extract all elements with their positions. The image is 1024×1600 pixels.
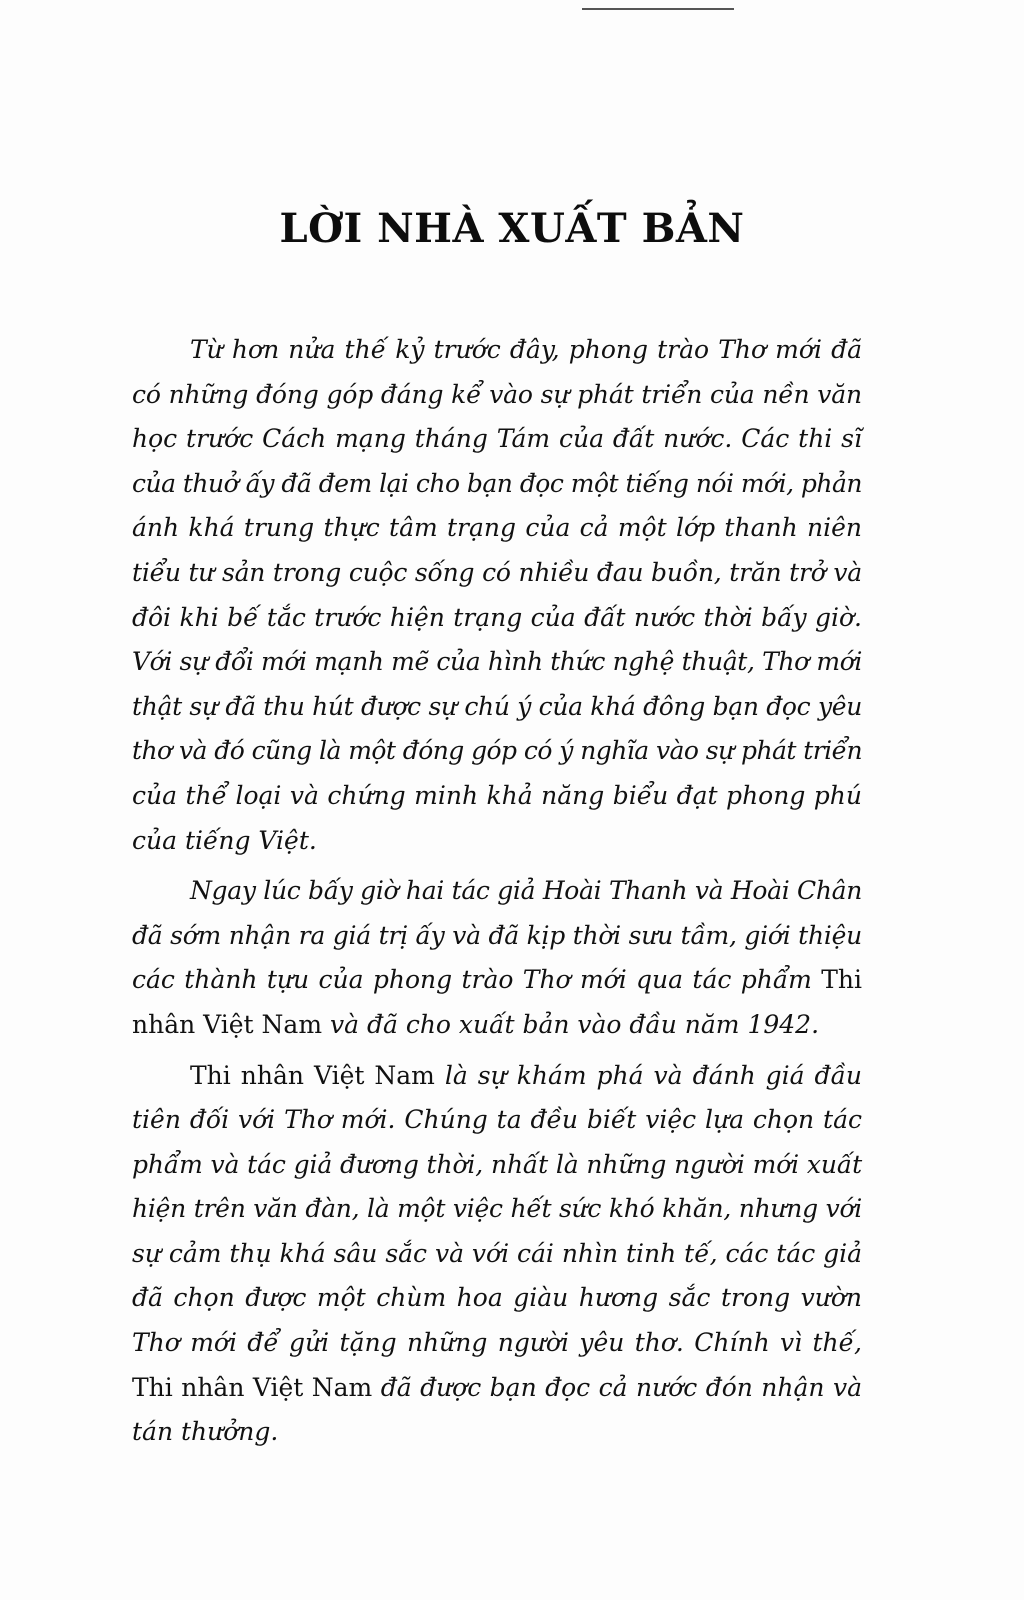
paragraph xyxy=(132,869,862,1047)
text-line xyxy=(132,1366,862,1411)
italic-text: đã sớm nhận ra giá trị ấy và đã kịp thời sưu tầm, giới thiệu xyxy=(132,920,862,950)
italic-text: thật sự đã thu hút được sự chú ý của khá đông bạn đọc yêu xyxy=(132,691,862,721)
text-line xyxy=(132,819,862,864)
italic-text: có những đóng góp đáng kể vào sự phát triển của nền văn xyxy=(132,379,862,409)
italic-text: thơ và đó cũng là một đóng góp có ý nghĩa vào sự phát triển xyxy=(132,736,862,766)
italic-text: là sự khám phá và đánh giá đầu xyxy=(434,1060,862,1090)
italic-text: hiện trên văn đàn, là một việc hết sức khó khăn, nhưng với xyxy=(132,1194,862,1224)
text-line xyxy=(132,551,862,596)
italic-text: Thơ mới để gửi tặng những người yêu thơ. Chính vì thế, xyxy=(132,1328,862,1358)
italic-text: Với sự đổi mới mạnh mẽ của hình thức nghệ thuật, Thơ mới xyxy=(132,647,862,677)
text-line xyxy=(132,958,862,1003)
book-title-text: Thi xyxy=(821,965,862,995)
italic-text: đã chọn được một chùm hoa giàu hương sắc trong vườn xyxy=(132,1283,862,1313)
text-line xyxy=(132,1143,862,1188)
text-line xyxy=(132,1276,862,1321)
italic-text: phẩm và tác giả đương thời, nhất là những người mới xuất xyxy=(132,1149,862,1179)
italic-text: đôi khi bế tắc trước hiện trạng của đất nước thời bấy giờ. xyxy=(132,602,862,632)
book-title-text: Thi nhân Việt Nam xyxy=(132,1372,373,1402)
text-line xyxy=(132,417,862,462)
text-line xyxy=(132,729,862,774)
text-line xyxy=(132,1054,862,1099)
paragraph xyxy=(132,1054,862,1455)
text-line xyxy=(132,685,862,730)
body-text xyxy=(132,328,862,1455)
italic-text: tiên đối với Thơ mới. Chúng ta đều biết việc lựa chọn tác xyxy=(132,1105,862,1135)
text-line xyxy=(132,774,862,819)
page-title: LỜI NHÀ XUẤT BẢN xyxy=(279,205,745,252)
text-line xyxy=(132,1098,862,1143)
italic-text: của thuở ấy đã đem lại cho bạn đọc một tiếng nói mới, phản xyxy=(132,468,862,498)
text-line xyxy=(132,640,862,685)
italic-text: ánh khá trung thực tâm trạng của cả một lớp thanh niên xyxy=(132,513,862,543)
paragraph xyxy=(132,328,862,863)
text-line xyxy=(132,462,862,507)
italic-text: và đã cho xuất bản vào đầu năm 1942. xyxy=(322,1009,820,1039)
italic-text: của thể loại và chứng minh khả năng biểu đạt phong phú xyxy=(132,780,862,810)
text-line xyxy=(132,869,862,914)
italic-text: tán thưởng. xyxy=(132,1417,279,1447)
text-line xyxy=(132,1003,862,1048)
italic-text: của tiếng Việt. xyxy=(132,825,317,855)
text-line xyxy=(132,1187,862,1232)
text-line xyxy=(132,1321,862,1366)
text-line xyxy=(132,1410,862,1455)
italic-text: học trước Cách mạng tháng Tám của đất nước. Các thi sĩ xyxy=(132,424,862,454)
top-rule xyxy=(582,8,734,10)
italic-text: Ngay lúc bấy giờ hai tác giả Hoài Thanh và Hoài Chân xyxy=(190,876,862,906)
text-line xyxy=(132,914,862,959)
text-line xyxy=(132,596,862,641)
italic-text: đã được bạn đọc cả nước đón nhận và xyxy=(372,1372,862,1402)
book-title-text: nhân Việt Nam xyxy=(132,1009,323,1039)
italic-text: sự cảm thụ khá sâu sắc và với cái nhìn tinh tế, các tác giả xyxy=(132,1238,862,1268)
book-title-text: Thi nhân Việt Nam xyxy=(190,1060,435,1090)
italic-text: tiểu tư sản trong cuộc sống có nhiều đau buồn, trăn trở và xyxy=(132,557,862,587)
italic-text: các thành tựu của phong trào Thơ mới qua tác phẩm xyxy=(132,965,822,995)
text-line xyxy=(132,328,862,373)
text-line xyxy=(132,1232,862,1277)
text-line xyxy=(132,506,862,551)
text-line xyxy=(132,373,862,418)
italic-text: Từ hơn nửa thế kỷ trước đây, phong trào Thơ mới đã xyxy=(190,335,862,364)
